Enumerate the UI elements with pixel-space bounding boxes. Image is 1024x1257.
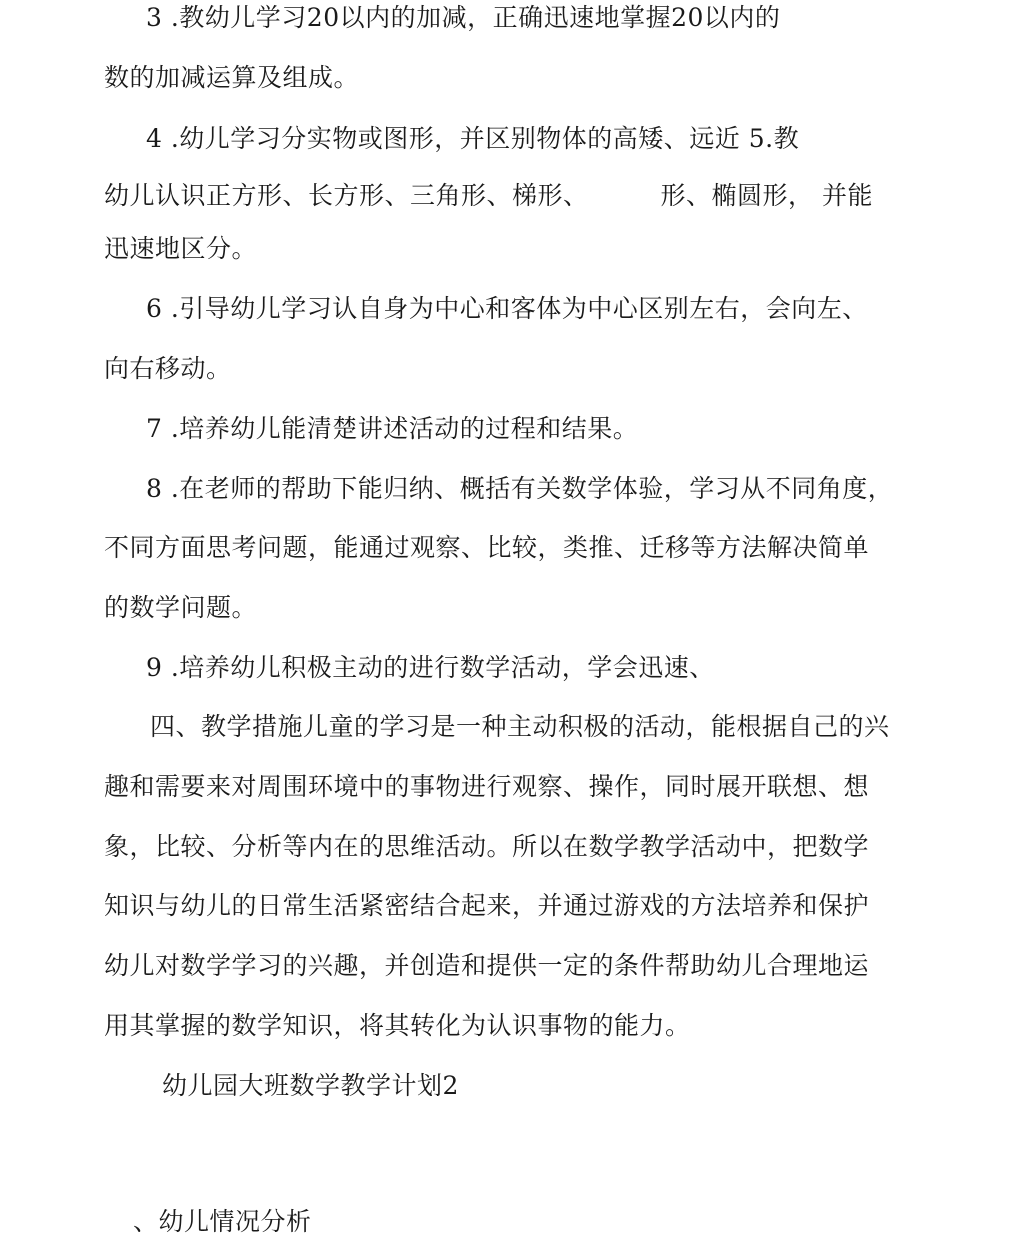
paragraph-line-part: 幼儿认识正方形、长方形、三角形、梯形、 — [104, 181, 589, 210]
paragraph-line: 四、教学措施儿童的学习是一种主动积极的活动，能根据自己的兴 — [150, 712, 890, 741]
paragraph-line — [104, 180, 873, 212]
paragraph-line: 8 .在老师的帮助下能归纳、概括有关数学体验，学习从不同角度， — [146, 474, 894, 503]
paragraph-line: 向右移动。 — [104, 354, 232, 383]
paragraph-line: 9 .培养幼儿积极主动的进行数学活动，学会迅速、 — [146, 653, 715, 682]
paragraph-line: 3 .教幼儿学习20以内的加减，正确迅速地掌握20以内的 — [146, 3, 781, 32]
section-heading: 、幼儿情况分析 — [133, 1207, 312, 1236]
paragraph-line: 象，比较、分析等内在的思维活动。所以在数学教学活动中，把数学 — [104, 832, 870, 861]
paragraph-line: 的数学问题。 — [104, 593, 258, 622]
section-title: 幼儿园大班数学教学计划2 — [162, 1071, 459, 1100]
paragraph-line: 数的加减运算及组成。 — [104, 63, 360, 92]
paragraph-line: 知识与幼儿的日常生活紧密结合起来，并通过游戏的方法培养和保护 — [104, 891, 870, 920]
paragraph-line: 4 .幼儿学习分实物或图形，并区别物体的高矮、远近 5.教 — [146, 124, 800, 153]
paragraph-line: 用其掌握的数学知识，将其转化为认识事物的能力。 — [104, 1011, 691, 1040]
paragraph-line: 迅速地区分。 — [104, 234, 258, 263]
paragraph-line: 不同方面思考问题，能通过观察、比较，类推、迁移等方法解决简单 — [104, 533, 870, 562]
paragraph-line: 7 .培养幼儿能清楚讲述活动的过程和结果。 — [146, 414, 639, 443]
paragraph-line: 6 .引导幼儿学习认自身为中心和客体为中心区别左右，会向左、 — [146, 294, 868, 323]
paragraph-line: 趣和需要来对周围环境中的事物进行观察、操作，同时展开联想、想 — [104, 772, 870, 801]
paragraph-line: 幼儿对数学学习的兴趣，并创造和提供一定的条件帮助幼儿合理地运 — [104, 951, 870, 980]
paragraph-line-part: 形、椭圆形， 并能 — [660, 181, 873, 210]
